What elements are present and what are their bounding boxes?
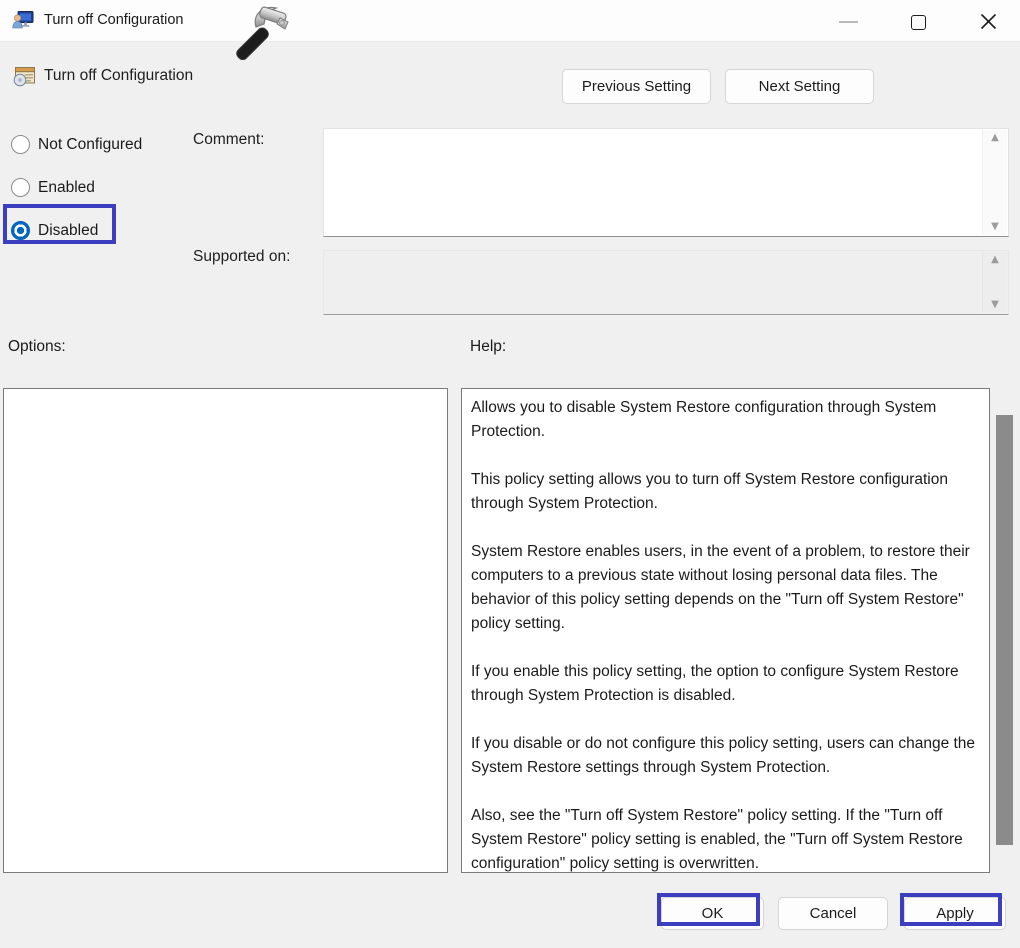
radio-label-not-configured: Not Configured <box>38 135 143 153</box>
setting-name: Turn off Configuration <box>44 67 194 84</box>
window-title: Turn off Configuration <box>44 12 184 28</box>
radio-disabled[interactable] <box>11 221 30 240</box>
next-setting-button[interactable]: Next Setting <box>725 69 874 104</box>
hammer-cursor-icon <box>230 2 296 64</box>
radio-row-disabled[interactable] <box>11 221 98 240</box>
options-panel <box>3 388 448 873</box>
cancel-button[interactable]: Cancel <box>778 897 888 930</box>
radio-enabled[interactable] <box>11 178 30 197</box>
comment-scrollbar[interactable] <box>982 130 1007 235</box>
help-paragraph: System Restore enables users, in the event of a problem, to restore their computers to a previous state without losing personal data files. The behavior of this policy setting depends on the "Turn off System Restore" policy setting. <box>471 543 970 632</box>
scroll-down-icon[interactable]: ▼ <box>991 299 999 310</box>
maximize-button[interactable] <box>906 10 930 34</box>
help-panel <box>461 388 990 873</box>
minimize-button[interactable] <box>836 10 860 34</box>
group-policy-app-icon <box>12 10 34 32</box>
minimize-icon <box>839 21 858 23</box>
help-scrollbar[interactable] <box>996 390 1013 873</box>
scroll-up-icon[interactable]: ▲ <box>991 254 999 265</box>
radio-row-not-configured[interactable] <box>11 135 142 154</box>
help-paragraph: If you disable or do not configure this policy setting, users can change the System Restore settings through System Protection. <box>471 735 976 776</box>
close-button[interactable] <box>976 9 1000 33</box>
help-paragraph: If you enable this policy setting, the option to configure System Restore through System Protection is disabled. <box>471 663 959 704</box>
policy-setting-icon <box>13 64 36 87</box>
maximize-icon <box>911 15 926 30</box>
supported-on-textarea <box>323 250 1009 315</box>
title-bar <box>0 0 1020 42</box>
radio-label-enabled: Enabled <box>38 178 95 196</box>
close-icon <box>980 13 997 30</box>
supported-on-label: Supported on: <box>193 248 291 265</box>
comment-textarea[interactable] <box>323 128 1009 237</box>
help-paragraph: This policy setting allows you to turn off System Restore configuration through System Protection. <box>471 471 948 512</box>
options-label: Options: <box>8 338 66 355</box>
ok-button[interactable]: OK <box>661 897 764 930</box>
scroll-up-icon[interactable]: ▲ <box>991 132 999 143</box>
supported-scrollbar[interactable] <box>982 252 1007 313</box>
previous-setting-button[interactable]: Previous Setting <box>562 69 711 104</box>
radio-label-disabled: Disabled <box>38 221 99 239</box>
radio-row-enabled[interactable] <box>11 178 95 197</box>
comment-label: Comment: <box>193 131 265 148</box>
help-paragraph: Allows you to disable System Restore configuration through System Protection. <box>471 399 937 440</box>
radio-not-configured[interactable] <box>11 135 30 154</box>
help-paragraph: Also, see the "Turn off System Restore" policy setting. If the "Turn off System Restore" policy setting is enabled, the "Turn off System Restore configuration" policy setting is overwritten. <box>471 807 963 872</box>
scroll-down-icon[interactable]: ▼ <box>991 221 999 232</box>
apply-button[interactable]: Apply <box>904 897 1006 930</box>
help-label: Help: <box>470 338 507 355</box>
help-scrollbar-thumb[interactable] <box>996 415 1013 845</box>
